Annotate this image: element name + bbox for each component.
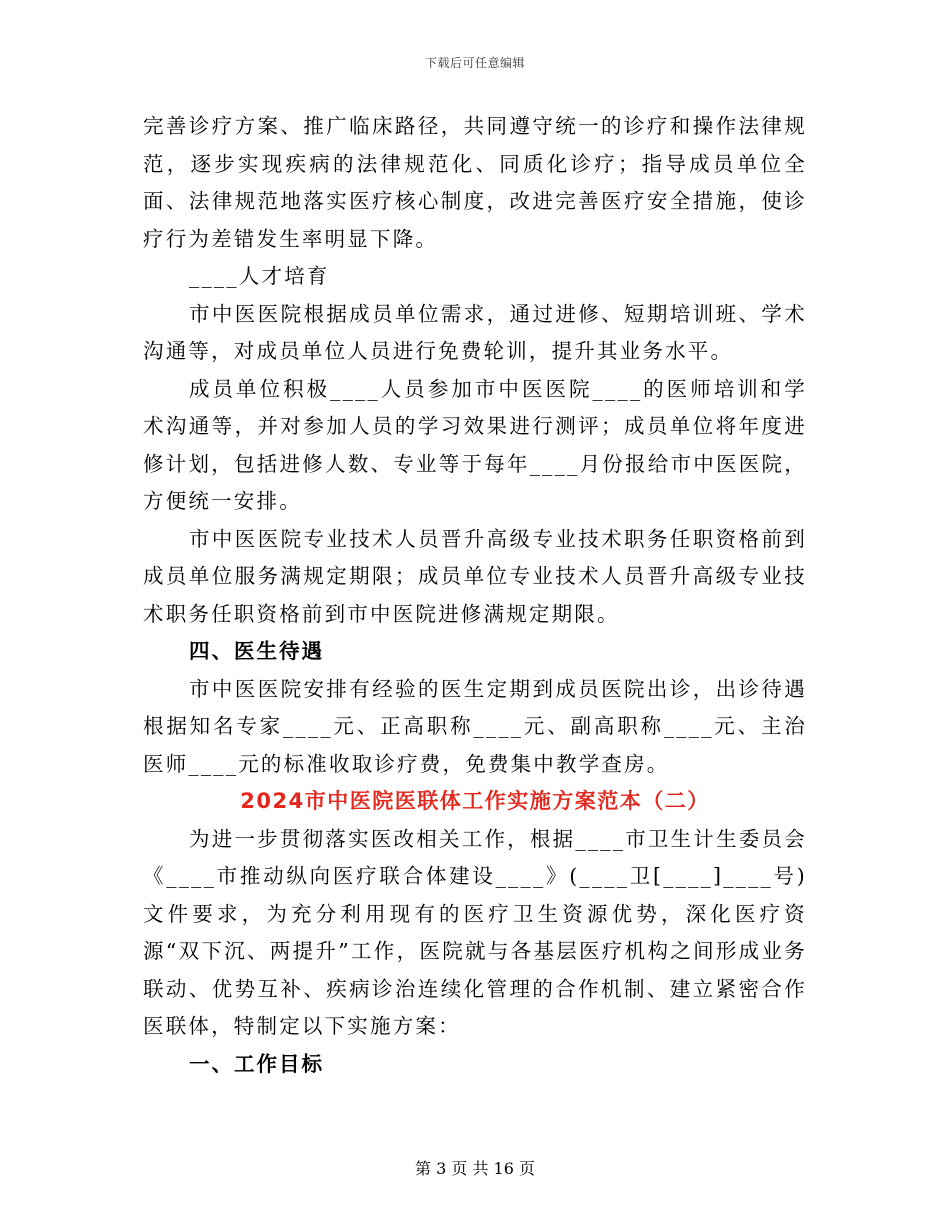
- paragraph-doctor-compensation: 市中医医院安排有经验的医生定期到成员医院出诊，出诊待遇根据知名专家____元、正高职称____元、副高职称____元、主治医师____元的标准收取诊疗费，免费集中教学查房。: [143, 676, 807, 776]
- header-note: 下载后可任意编辑: [424, 56, 525, 70]
- section-heading-work-goals: 一、工作目标: [189, 1051, 324, 1076]
- section-heading-talent-training: ____人才培育: [189, 264, 330, 288]
- paragraph-member-training: 成员单位积极____人员参加市中医医院____的医师培训和学术沟通等，并对参加人员的学习效果进行测评；成员单位将年度进修计划，包括进修人数、专业等于每年____月份报给市中医医院，方便统一安排。: [143, 376, 807, 513]
- document-title-part-two: 2024市中医院医联体工作实施方案范本（二）: [240, 789, 710, 813]
- document-body: [143, 108, 807, 1083]
- paragraph-promotion-requirements: 市中医医院专业技术人员晋升高级专业技术职务任职资格前到成员单位服务满规定期限；成员单位专业技术人员晋升高级专业技术职务任职资格前到市中医院进修满规定期限。: [143, 526, 807, 626]
- section-heading-doctor-compensation: 四、医生待遇: [189, 639, 324, 663]
- paragraph-diagnosis-standards: 完善诊疗方案、推广临床路径，共同遵守统一的诊疗和操作法律规范，逐步实现疾病的法律规范化、同质化诊疗；指导成员单位全面、法律规范地落实医疗核心制度，改进完善医疗安全措施，使诊疗行为差错发生率明显下降。: [143, 114, 807, 251]
- paragraph-training: 市中医医院根据成员单位需求，通过进修、短期培训班、学术沟通等，对成员单位人员进行免费轮训，提升其业务水平。: [143, 301, 807, 363]
- paragraph-introduction: 为进一步贯彻落实医改相关工作，根据____市卫生计生委员会《____市推动纵向医疗联合体建设____》(____卫[____]____号)文件要求，为充分利用现有的医疗卫生资源优势，深化医疗资源“双下沉、两提升”工作，医院就与各基层医疗机构之间形成业务联动、优势互补、疾病诊治连续化管理的合作机制、建立紧密合作医联体，特制定以下实施方案：: [143, 826, 807, 1038]
- page-number: 第 3 页 共 16 页: [415, 1159, 535, 1178]
